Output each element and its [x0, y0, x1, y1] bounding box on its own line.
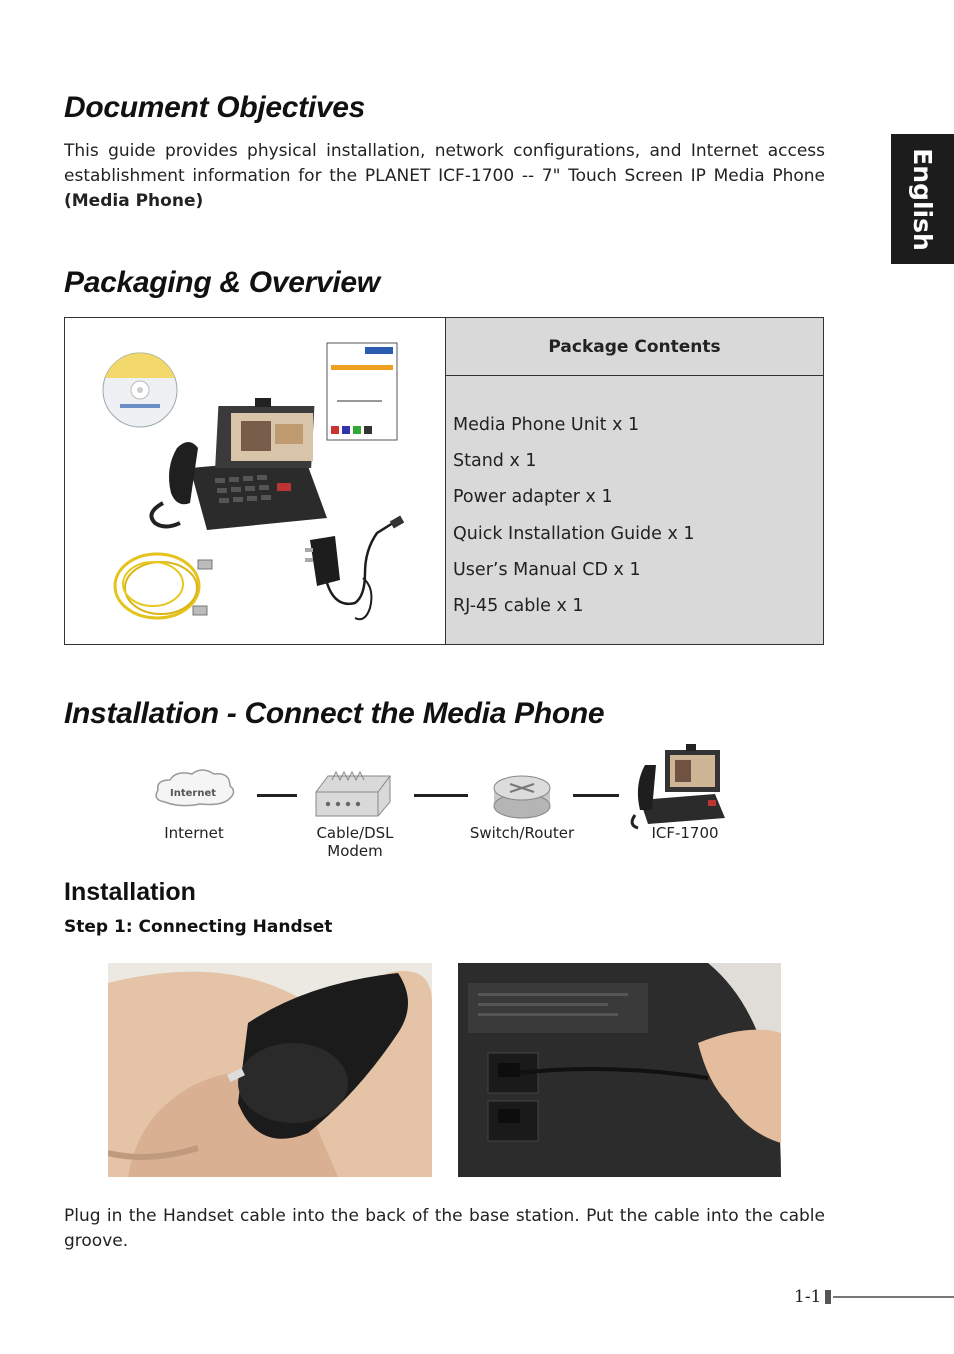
objectives-body: This guide provides physical installation, network configurations, and Internet access establishment information for the PLANET ICF-1700 -- 7" Touch Screen IP Media Phone: [64, 141, 825, 186]
power-adapter-icon: [305, 516, 404, 620]
language-tab-label: English: [908, 147, 937, 251]
objectives-text: [64, 139, 825, 214]
package-contents-list: [446, 376, 823, 624]
cd-icon: [103, 353, 177, 427]
router-icon: [494, 776, 550, 818]
diagram-label-phone: ICF-1700: [651, 824, 719, 842]
handset-photo: [108, 963, 432, 1177]
connector-line: [257, 794, 297, 797]
list-item: Power adapter x 1: [453, 487, 613, 508]
media-phone-icon: [151, 398, 327, 530]
step1-instruction: Plug in the Handset cable into the back of the base station. Put the cable into the cable groove.: [64, 1206, 825, 1251]
page-number: 1-1: [794, 1287, 822, 1307]
diagram-label-modem: Cable/DSL Modem: [316, 824, 394, 860]
diagram-label-internet: Internet: [164, 824, 224, 842]
diagram-label-router: Switch/Router: [469, 824, 575, 842]
connector-line: [414, 794, 468, 797]
list-item: Media Phone Unit x 1: [453, 415, 640, 435]
list-item: RJ-45 cable x 1: [453, 596, 584, 617]
package-illustration: [65, 318, 445, 644]
base-station-photo: [458, 963, 781, 1177]
list-item: Quick Installation Guide x 1: [453, 523, 695, 544]
internet-cloud-icon: [156, 770, 233, 806]
package-contents-panel: [446, 318, 823, 644]
quick-guide-icon: [327, 343, 397, 440]
objectives-title: Document Objectives: [64, 91, 366, 124]
language-tab: [891, 134, 954, 264]
installation-subtitle: Installation: [64, 878, 196, 906]
cloud-label: Internet: [169, 788, 217, 799]
page-rule: [833, 1296, 954, 1298]
connection-diagram: [140, 740, 740, 865]
installation-title: Installation - Connect the Media Phone: [64, 697, 605, 730]
page-marker: [825, 1290, 831, 1304]
objectives-bold: (Media Phone): [64, 191, 204, 211]
step1-title: Step 1: Connecting Handset: [64, 917, 333, 937]
package-contents-header: Package Contents: [446, 318, 823, 376]
icf-1700-phone-icon: [632, 744, 725, 828]
list-item: User’s Manual CD x 1: [453, 559, 641, 580]
packaging-title: Packaging & Overview: [64, 266, 380, 299]
list-item: Stand x 1: [453, 451, 537, 472]
rj45-cable-icon: [115, 554, 212, 618]
connector-line: [573, 794, 619, 797]
package-table: [64, 317, 824, 645]
modem-icon: [316, 772, 390, 816]
package-image: [65, 318, 446, 644]
